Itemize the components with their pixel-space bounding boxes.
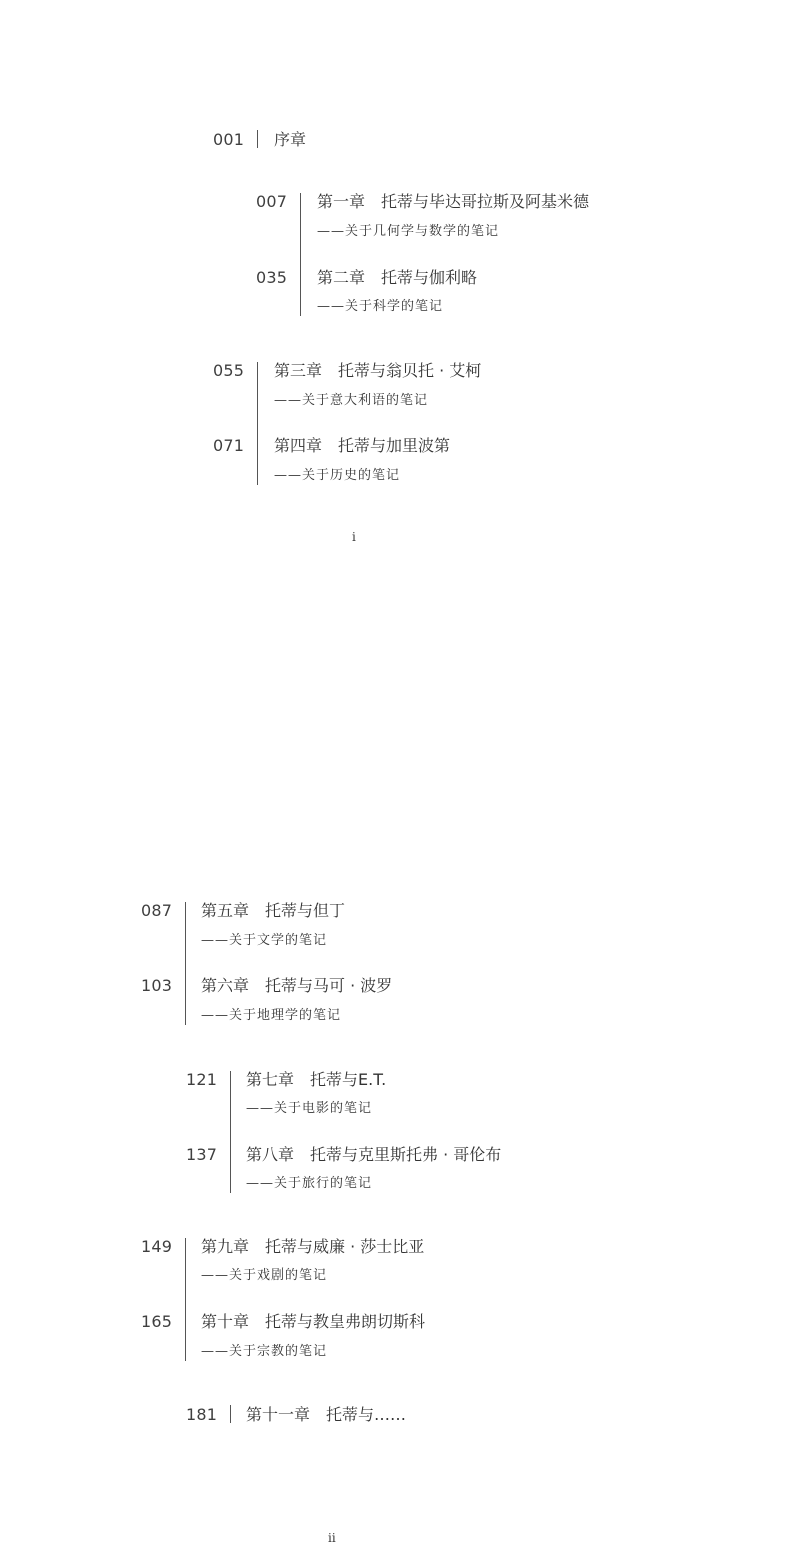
- page-folio: ii: [328, 1531, 336, 1545]
- toc-entry-title[interactable]: 第七章 托蒂与E.T.: [246, 1070, 387, 1089]
- toc-entry-title[interactable]: 序章: [274, 130, 307, 149]
- toc-entry-subtitle: ——关于电影的笔记: [246, 1101, 373, 1116]
- toc-entry-title[interactable]: 第八章 托蒂与克里斯托弗 · 哥伦布: [246, 1145, 502, 1164]
- toc-page-number: 149: [141, 1237, 173, 1256]
- toc-entry-subtitle: ——关于戏剧的笔记: [201, 1268, 328, 1283]
- toc-divider: [185, 902, 186, 1025]
- toc-entry-subtitle: ——关于历史的笔记: [274, 468, 401, 483]
- toc-entry-subtitle: ——关于宗教的笔记: [201, 1344, 328, 1359]
- toc-entry-subtitle: ——关于意大利语的笔记: [274, 393, 429, 408]
- toc-page-number: 055: [213, 361, 245, 380]
- toc-page-number: 001: [213, 130, 245, 149]
- toc-divider: [300, 193, 301, 316]
- toc-entry-title[interactable]: 第十章 托蒂与教皇弗朗切斯科: [201, 1312, 426, 1331]
- toc-entry-title[interactable]: 第三章 托蒂与翁贝托 · 艾柯: [274, 361, 482, 380]
- toc-page-2: [0, 773, 790, 1546]
- toc-entry-title[interactable]: 第十一章 托蒂与……: [246, 1405, 407, 1424]
- toc-entry-title[interactable]: 第四章 托蒂与加里波第: [274, 436, 451, 455]
- toc-page-number: 071: [213, 436, 245, 455]
- toc-entry-subtitle: ——关于旅行的笔记: [246, 1176, 373, 1191]
- toc-entry-title[interactable]: 第二章 托蒂与伽利略: [317, 268, 478, 287]
- toc-entry-title[interactable]: 第一章 托蒂与毕达哥拉斯及阿基米德: [317, 192, 590, 211]
- toc-page-number: 087: [141, 901, 173, 920]
- toc-entry-subtitle: ——关于几何学与数学的笔记: [317, 224, 500, 239]
- toc-divider: [230, 1405, 231, 1423]
- toc-page-number: 121: [186, 1070, 218, 1089]
- toc-entry-subtitle: ——关于科学的笔记: [317, 299, 444, 314]
- toc-divider: [257, 130, 258, 148]
- toc-entry-title[interactable]: 第九章 托蒂与威廉 · 莎士比亚: [201, 1237, 425, 1256]
- toc-page-number: 181: [186, 1405, 218, 1424]
- toc-entry-subtitle: ——关于文学的笔记: [201, 933, 328, 948]
- toc-entry-subtitle: ——关于地理学的笔记: [201, 1008, 342, 1023]
- toc-page-number: 165: [141, 1312, 173, 1331]
- toc-divider: [185, 1238, 186, 1361]
- toc-entry-title[interactable]: 第六章 托蒂与马可 · 波罗: [201, 976, 393, 995]
- toc-page-number: 007: [256, 192, 288, 211]
- toc-divider: [257, 362, 258, 485]
- toc-entry-title[interactable]: 第五章 托蒂与但丁: [201, 901, 346, 920]
- page-folio: i: [352, 530, 356, 544]
- toc-page-number: 137: [186, 1145, 218, 1164]
- toc-divider: [230, 1071, 231, 1193]
- toc-page-number: 103: [141, 976, 173, 995]
- toc-page-number: 035: [256, 268, 288, 287]
